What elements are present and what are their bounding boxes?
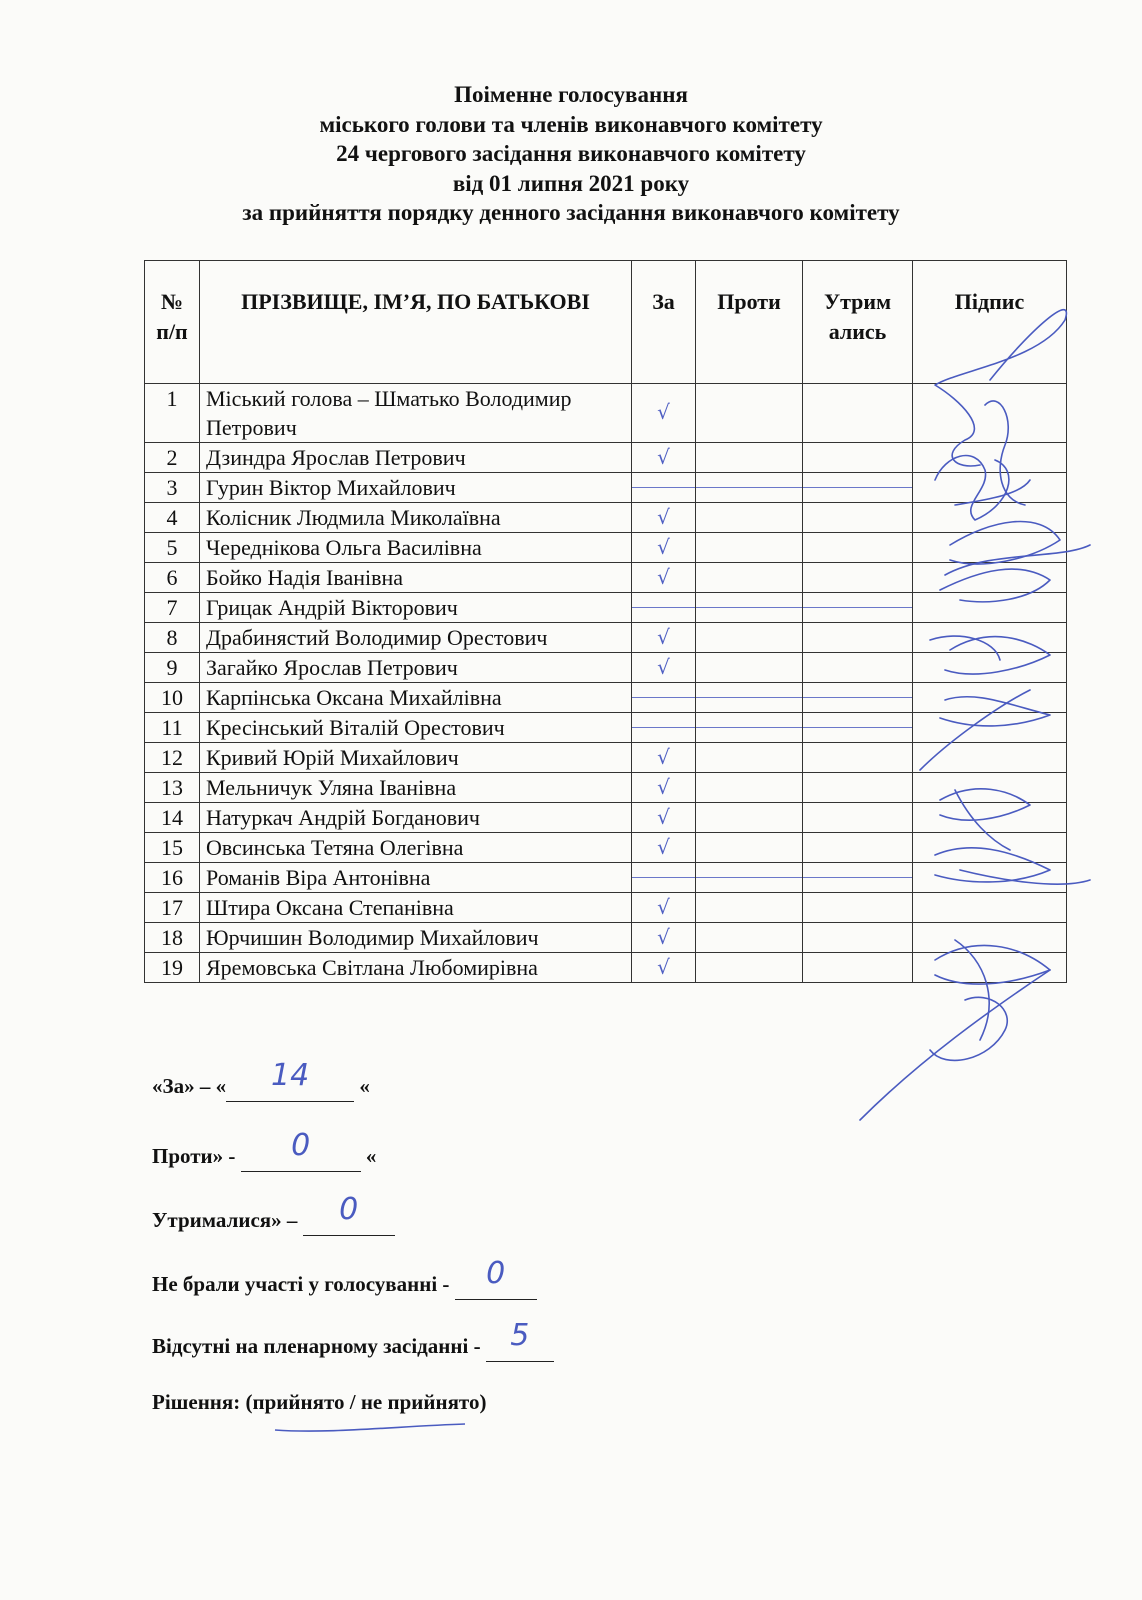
row-number: 8 [145, 623, 200, 653]
cell-signature [913, 893, 1067, 923]
cell-against [696, 593, 803, 623]
summary-for [152, 1058, 370, 1102]
summary-decision [152, 1390, 486, 1415]
title-line-2: міського голови та членів виконавчого комітету [319, 111, 823, 137]
row-name: Кривий Юрій Михайлович [200, 743, 632, 773]
vote-tick-icon: √ [657, 565, 670, 589]
cell-for [632, 563, 696, 593]
summary-for-value: 14 [271, 1058, 310, 1093]
decision-underline [270, 1418, 470, 1438]
cell-for [632, 473, 696, 503]
cell-against [696, 803, 803, 833]
absent-strike-line [696, 697, 802, 698]
cell-signature [913, 713, 1067, 743]
cell-signature [913, 653, 1067, 683]
cell-abstained [803, 953, 913, 983]
row-name: Дзиндра Ярослав Петрович [200, 443, 632, 473]
row-number: 2 [145, 443, 200, 473]
row-number: 16 [145, 863, 200, 893]
cell-abstained [803, 833, 913, 863]
row-name: Бойко Надія Іванівна [200, 563, 632, 593]
cell-against [696, 443, 803, 473]
table-row [145, 953, 1067, 983]
summary-against-blank [241, 1128, 361, 1172]
vote-tick-icon: √ [657, 955, 670, 979]
table-body [145, 384, 1067, 983]
vote-table-wrapper [144, 260, 1066, 983]
row-number: 7 [145, 593, 200, 623]
table-row [145, 473, 1067, 503]
row-name: Романів Віра Антонівна [200, 863, 632, 893]
summary-decision-label: Рішення: (прийнято / не прийнято) [152, 1390, 487, 1414]
summary-absent-blank [486, 1318, 554, 1362]
summary-abstained-blank [303, 1192, 395, 1236]
table-row [145, 653, 1067, 683]
cell-signature [913, 503, 1067, 533]
row-name: Яремовська Світлана Любомирівна [200, 953, 632, 983]
table-row [145, 563, 1067, 593]
row-number: 5 [145, 533, 200, 563]
header-abstained: Утрим ались [803, 261, 913, 384]
row-number: 13 [145, 773, 200, 803]
vote-table [144, 260, 1067, 983]
cell-against [696, 623, 803, 653]
summary-against [152, 1128, 377, 1172]
row-number: 4 [145, 503, 200, 533]
cell-for [632, 923, 696, 953]
summary-absent [152, 1318, 554, 1362]
cell-abstained [803, 623, 913, 653]
absent-strike-line [803, 697, 912, 698]
cell-for [632, 503, 696, 533]
cell-against [696, 773, 803, 803]
absent-strike-line [696, 877, 802, 878]
row-number: 1 [145, 384, 200, 443]
table-row [145, 623, 1067, 653]
cell-against [696, 533, 803, 563]
cell-against [696, 863, 803, 893]
cell-for [632, 593, 696, 623]
cell-signature [913, 384, 1067, 443]
summary-not-voted [152, 1256, 537, 1300]
cell-for [632, 953, 696, 983]
summary-against-value: 0 [291, 1128, 311, 1163]
cell-signature [913, 863, 1067, 893]
cell-abstained [803, 893, 913, 923]
cell-for [632, 743, 696, 773]
cell-abstained [803, 743, 913, 773]
row-number: 15 [145, 833, 200, 863]
vote-tick-icon: √ [657, 535, 670, 559]
cell-for [632, 833, 696, 863]
absent-strike-line [803, 877, 912, 878]
summary-absent-value: 5 [510, 1318, 530, 1353]
cell-for [632, 803, 696, 833]
cell-signature [913, 743, 1067, 773]
vote-tick-icon: √ [657, 835, 670, 859]
cell-signature [913, 953, 1067, 983]
row-name: Овсинська Тетяна Олегівна [200, 833, 632, 863]
summary-against-label: Проти» - [152, 1144, 241, 1168]
title-line-4: від 01 липня 2021 року [452, 170, 690, 196]
cell-abstained [803, 443, 913, 473]
cell-signature [913, 623, 1067, 653]
summary-abstained-value: 0 [339, 1192, 359, 1227]
cell-signature [913, 443, 1067, 473]
summary-for-label: «За» – « [152, 1074, 227, 1098]
absent-strike-line [632, 877, 695, 878]
row-name: Карпінська Оксана Михайлівна [200, 683, 632, 713]
cell-signature [913, 923, 1067, 953]
row-number: 12 [145, 743, 200, 773]
row-name: Юрчишин Володимир Михайлович [200, 923, 632, 953]
header-number: № п/п [145, 261, 200, 384]
vote-tick-icon: √ [657, 895, 670, 919]
cell-for [632, 893, 696, 923]
title-line-1: Поіменне голосування [454, 82, 688, 107]
cell-against [696, 653, 803, 683]
cell-against [696, 953, 803, 983]
cell-for [632, 863, 696, 893]
table-row [145, 384, 1067, 443]
header-for: За [632, 261, 696, 384]
row-name: Гурин Віктор Михайлович [200, 473, 632, 503]
row-name: Загайко Ярослав Петрович [200, 653, 632, 683]
row-number: 3 [145, 473, 200, 503]
vote-tick-icon: √ [657, 775, 670, 799]
table-header-row [145, 261, 1067, 384]
summary-not-voted-blank [455, 1256, 537, 1300]
cell-against [696, 923, 803, 953]
summary-abstained [152, 1192, 395, 1236]
cell-signature [913, 683, 1067, 713]
summary-for-label-end: « [354, 1074, 370, 1098]
cell-against [696, 384, 803, 443]
row-number: 14 [145, 803, 200, 833]
absent-strike-line [696, 727, 802, 728]
row-name: Грицак Андрій Вікторович [200, 593, 632, 623]
cell-against [696, 893, 803, 923]
cell-against [696, 683, 803, 713]
cell-signature [913, 773, 1067, 803]
vote-tick-icon: √ [657, 805, 670, 829]
vote-tick-icon: √ [657, 745, 670, 769]
cell-signature [913, 593, 1067, 623]
table-row [145, 713, 1067, 743]
row-number: 10 [145, 683, 200, 713]
cell-for [632, 533, 696, 563]
summary-against-label-end: « [360, 1144, 377, 1168]
cell-signature [913, 803, 1067, 833]
cell-for [632, 713, 696, 743]
cell-against [696, 713, 803, 743]
absent-strike-line [803, 487, 912, 488]
absent-strike-line [803, 607, 912, 608]
header-against: Проти [696, 261, 803, 384]
cell-for [632, 384, 696, 443]
table-row [145, 923, 1067, 953]
cell-for [632, 653, 696, 683]
cell-abstained [803, 503, 913, 533]
cell-against [696, 833, 803, 863]
cell-abstained [803, 593, 913, 623]
signature-10 [860, 970, 1050, 1120]
table-row [145, 803, 1067, 833]
table-row [145, 893, 1067, 923]
cell-signature [913, 473, 1067, 503]
title-line-5: за прийняття порядку денного засідання виконавчого комітету [242, 200, 900, 225]
absent-strike-line [696, 487, 802, 488]
table-row [145, 773, 1067, 803]
absent-strike-line [696, 607, 802, 608]
row-name: Колісник Людмила Миколаївна [200, 503, 632, 533]
row-name: Міський голова – Шматько Володимир Петрович [200, 384, 632, 443]
table-row [145, 833, 1067, 863]
cell-abstained [803, 863, 913, 893]
vote-tick-icon: √ [657, 655, 670, 679]
cell-against [696, 563, 803, 593]
cell-abstained [803, 923, 913, 953]
row-name: Натуркач Андрій Богданович [200, 803, 632, 833]
cell-signature [913, 563, 1067, 593]
cell-against [696, 743, 803, 773]
cell-abstained [803, 803, 913, 833]
row-number: 11 [145, 713, 200, 743]
table-row [145, 443, 1067, 473]
cell-against [696, 473, 803, 503]
cell-signature [913, 533, 1067, 563]
vote-tick-icon: √ [657, 925, 670, 949]
table-row [145, 743, 1067, 773]
row-number: 6 [145, 563, 200, 593]
cell-for [632, 623, 696, 653]
absent-strike-line [632, 727, 695, 728]
absent-strike-line [803, 727, 912, 728]
table-row [145, 533, 1067, 563]
cell-against [696, 503, 803, 533]
vote-tick-icon: √ [657, 625, 670, 649]
summary-not-voted-label: Не брали участі у голосуванні - [152, 1272, 455, 1296]
row-number: 17 [145, 893, 200, 923]
row-name: Драбинястий Володимир Орестович [200, 623, 632, 653]
row-name: Череднікова Ольга Василівна [200, 533, 632, 563]
cell-abstained [803, 713, 913, 743]
summary-not-voted-value: 0 [486, 1256, 506, 1291]
cell-abstained [803, 533, 913, 563]
vote-tick-icon: √ [657, 445, 670, 469]
summary-absent-label: Відсутні на пленарному засіданні - [152, 1334, 486, 1358]
row-name: Штира Оксана Степанівна [200, 893, 632, 923]
row-name: Мельничук Уляна Іванівна [200, 773, 632, 803]
summary-abstained-label: Утрималися» – [152, 1208, 303, 1232]
table-row [145, 863, 1067, 893]
cell-for [632, 683, 696, 713]
table-row [145, 593, 1067, 623]
header-name: ПРІЗВИЩЕ, ІМ’Я, ПО БАТЬКОВІ [200, 261, 632, 384]
absent-strike-line [632, 607, 695, 608]
vote-tick-icon: √ [657, 505, 670, 529]
table-row [145, 503, 1067, 533]
absent-strike-line [632, 487, 695, 488]
row-number: 19 [145, 953, 200, 983]
summary-for-blank [226, 1058, 354, 1102]
cell-abstained [803, 773, 913, 803]
cell-abstained [803, 473, 913, 503]
absent-strike-line [632, 697, 695, 698]
cell-abstained [803, 563, 913, 593]
header-signature: Підпис [913, 261, 1067, 384]
cell-for [632, 773, 696, 803]
title-line-3: 24 чергового засідання виконавчого комітету [336, 141, 806, 166]
vote-tick-icon: √ [657, 400, 670, 424]
row-number: 9 [145, 653, 200, 683]
row-name: Кресінський Віталій Орестович [200, 713, 632, 743]
row-number: 18 [145, 923, 200, 953]
cell-abstained [803, 683, 913, 713]
cell-for [632, 443, 696, 473]
document-title [0, 80, 1142, 228]
cell-abstained [803, 384, 913, 443]
cell-abstained [803, 653, 913, 683]
table-row [145, 683, 1067, 713]
cell-signature [913, 833, 1067, 863]
